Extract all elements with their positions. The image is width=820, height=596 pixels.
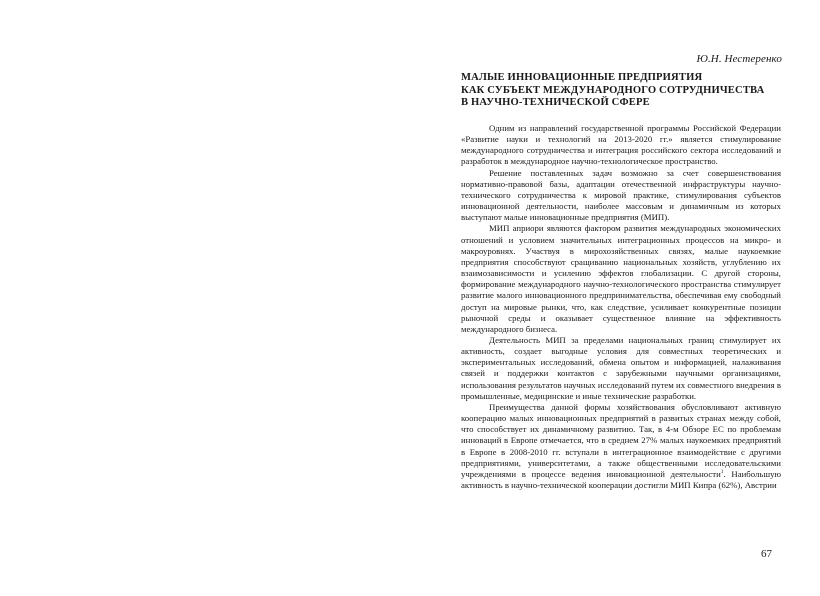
paragraph: Деятельность МИП за пределами национальных границ стимулирует их активность, создает выгодные условия для совместных теоретических и экспериментальных исследований, обмена опытом и информацией, налаживания связей и поддержки контактов с зарубежными научными организациями, использования результатов научных исследований путем их совместного внедрения в промышленные, медицинские и иные технические разработки. bbox=[461, 334, 781, 401]
paragraph bbox=[461, 402, 781, 491]
paragraph-text: . Наибольшую активность в научно-технической кооперации достигли МИП Кипра (62%), Австрии bbox=[461, 468, 782, 490]
title-line: В НАУЧНО-ТЕХНИЧЕСКОЙ СФЕРЕ bbox=[461, 97, 650, 109]
article-body bbox=[461, 123, 781, 491]
paragraph: Одним из направлений государственной программы Российской Федерации «Развитие науки и технологий на 2013-2020 гг.» является стимулирование международного сотрудничества и интеграция российского сектора исследований и разработок в международное научно-технологическое пространство. bbox=[461, 123, 781, 167]
page-number: 67 bbox=[761, 548, 772, 560]
title-line: МАЛЫЕ ИННОВАЦИОННЫЕ ПРЕДПРИЯТИЯ bbox=[461, 72, 703, 83]
running-header-author: Ю.Н. Нестеренко bbox=[696, 53, 782, 65]
paragraph-text: Преимущества данной формы хозяйствования обусловливают активную кооперацию малых инновационных предприятий в развитых странах между собой, что способствует их динамичному развитию. Так, в 4-м Обзоре ЕС по проблемам инноваций в Европе отмечается, что в среднем 27% малых наукоемких предприятий в Европе в 2008-2010 гг. вступали в интеграционное взаимодействие с другими предприятиями, университетами, а также общественными исследовательскими учреждениями в процессе ведения инновационной деятельности bbox=[461, 401, 781, 479]
title-line: КАК СУБЪЕКТ МЕЖДУНАРОДНОГО СОТРУДНИЧЕСТВА bbox=[461, 84, 765, 96]
article-title bbox=[461, 72, 781, 110]
footnote-marker: 1 bbox=[720, 468, 724, 475]
paragraph: МИП априори являются фактором развития международных экономических отношений и условием значительных интеграционных процессов на микро- и макроуровнях. Участвуя в мирохозяйственных связях, малые наукоемкие предприятия способствуют сращиванию национальных хозяйств, углублению их взаимозависимости и усилению эффектов глобализации. С другой стороны, формирование международного научно-технологического пространства стимулирует развитие малого инновационного предпринимательства, обеспечивая ему свободный доступ на мировые рынки, что, как следствие, усиливает конкурентные позиции рыночной среды и оказывает существенное влияние на эффективность международного бизнеса. bbox=[461, 223, 781, 334]
paragraph: Решение поставленных задач возможно за счет совершенствования нормативно-правовой базы, адаптации отечественной инфраструктуры научно-технического сотрудничества к мировой практике, стимулирования субъектов инновационной деятельности, наиболее массовым и динамичным из которых выступают малые инновационные предприятия (МИП). bbox=[461, 167, 781, 223]
